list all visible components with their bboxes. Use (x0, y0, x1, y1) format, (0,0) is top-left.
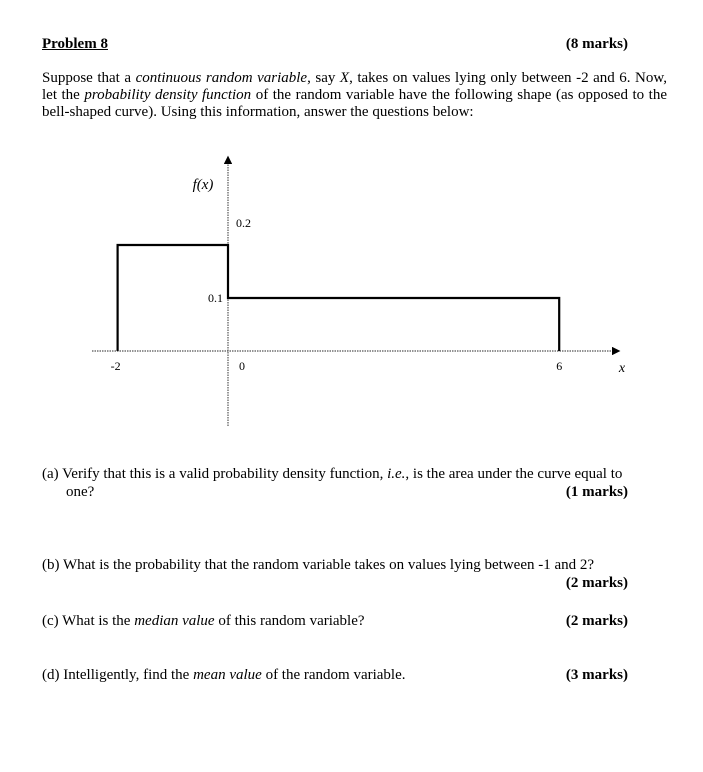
problem-title: Problem 8 (42, 36, 108, 52)
intro-emphasis-3: probability density function (84, 87, 252, 103)
question-d-text-2: of the random variable. (261, 667, 406, 683)
intro-emphasis-2: X (339, 70, 350, 86)
question-b: (b) What is the probability that the random variable takes on values lying between -1 and 2? (42, 557, 595, 573)
y-tick-label: 0.1 (208, 291, 223, 305)
question-d (42, 667, 406, 684)
question-a-text-1: (a) Verify that this is a valid probability density function, (42, 466, 388, 482)
question-a (42, 466, 622, 483)
intro-text-2: , say (307, 70, 340, 86)
question-a-ie: i.e. (387, 466, 406, 482)
question-c-marks: (2 marks) (565, 613, 628, 629)
question-a-text-2: , is the area under the curve equal to (405, 466, 623, 482)
question-c-emphasis: median value (134, 613, 215, 629)
question-c-text-1: (c) What is the (42, 613, 135, 629)
y-axis-label: f(x) (192, 177, 214, 193)
pdf-step-line (118, 245, 560, 351)
intro-text-4: of the random variable have the following shape (as opposed to the bell-shaped curve). Using this information, answer the questions below: (42, 87, 668, 120)
x-tick-label: 0 (239, 359, 245, 373)
question-d-marks: (3 marks) (565, 667, 628, 683)
question-b-marks: (2 marks) (565, 575, 628, 591)
problem-marks: (8 marks) (565, 36, 628, 52)
x-tick-label: -2 (110, 359, 121, 373)
problem-intro (42, 70, 667, 121)
question-d-emphasis: mean value (193, 667, 262, 683)
y-tick-label: 0.2 (236, 216, 251, 230)
question-c (42, 613, 365, 630)
x-tick-label: 6 (556, 359, 563, 373)
pdf-chart (0, 140, 703, 440)
question-c-text-2: of this random variable? (214, 613, 365, 629)
question-a-line2: one? (66, 484, 95, 500)
intro-text-3: , takes on values lying only between -2 and 6. Now, let the (42, 70, 667, 103)
intro-text-1: Suppose that a (42, 70, 136, 86)
question-d-text-1: (d) Intelligently, find the (42, 667, 194, 683)
intro-emphasis-1: continuous random variable (135, 70, 308, 86)
question-a-marks: (1 marks) (565, 484, 628, 500)
x-axis-label: x (618, 361, 626, 376)
